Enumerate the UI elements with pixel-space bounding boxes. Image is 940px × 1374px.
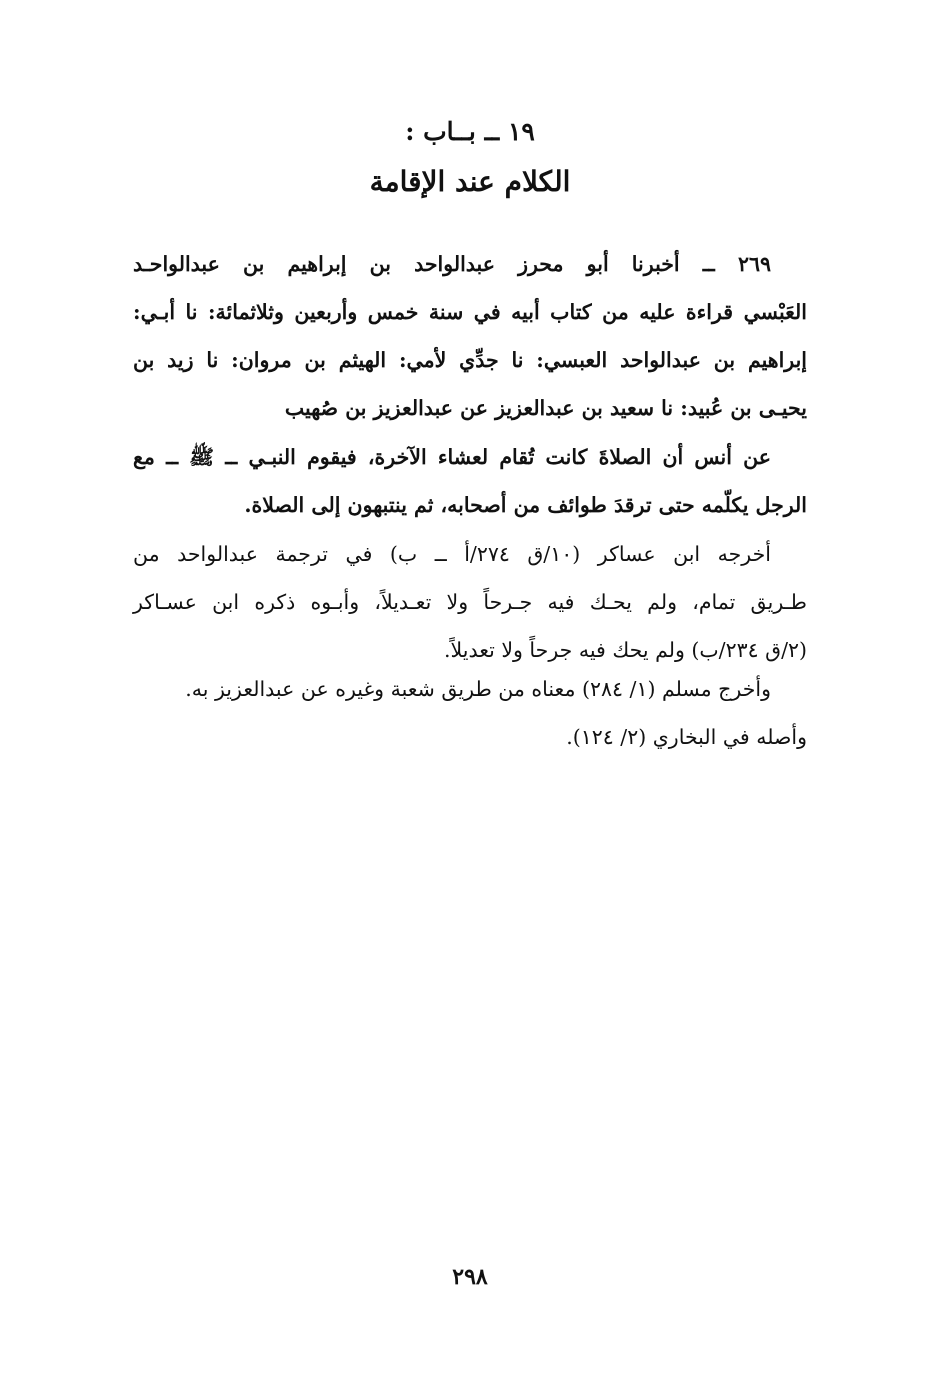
takhrij-line: أخرجه ابن عساكر (١٠/ق ٢٧٤/أ ــ ب) في ترجمة عبدالواحد من	[133, 542, 771, 566]
takhrij-paragraph-2	[133, 665, 807, 761]
takhrij-line: (٢/ق ٢٣٤/ب) ولم يحك فيه جرحاً ولا تعديلاً.	[444, 638, 807, 662]
hadith-text	[133, 433, 807, 529]
hadith-line: ٢٦٩ ــ أخبرنا أبو محرز عبدالواحد بن إبراهيم بن عبدالواحـد	[133, 252, 771, 276]
hadith-line: إبراهيم بن عبدالواحد العبسي: نا جدِّي لأمي: الهيثم بن مروان: نا زيد بن	[133, 348, 807, 372]
takhrij-line: وأخرج مسلم (١/ ٢٨٤) معناه من طريق شعبة وغيره عن عبدالعزيز به.	[185, 677, 771, 701]
hadith-line: يحيـى بن عُبيد: نا سعيد بن عبدالعزيز عن عبدالعزيز بن صُهيب	[284, 396, 807, 420]
takhrij-paragraph	[133, 530, 807, 674]
hadith-line: العَبْسي قراءة عليه من كتاب أبيه في سنة خمس وأربعين وثلاثمائة: نا أبـي:	[133, 300, 807, 324]
takhrij-line: وأصله في البخاري (٢/ ١٢٤).	[566, 725, 807, 749]
takhrij-line: طـريق تمام، ولم يحـك فيه جـرحاً ولا تعـديلاً، وأبـوه ذكره ابن عسـاكر	[133, 590, 807, 614]
hadith-text-line: عن أنس أن الصلاةَ كانت تُقام لعشاء الآخرة، فيقوم النبـي ــ ﷺ ــ مع	[133, 445, 771, 469]
chapter-title: الكلام عند الإقامة	[369, 165, 571, 198]
chapter-number: ١٩ ــ بــاب :	[405, 117, 535, 146]
page-number: ٢٩٨	[452, 1264, 488, 1290]
hadith-chain	[133, 240, 807, 432]
hadith-text-line: الرجل يكلّمه حتى ترقدَ طوائف من أصحابه، ثم ينتبهون إلى الصلاة.	[244, 493, 807, 517]
